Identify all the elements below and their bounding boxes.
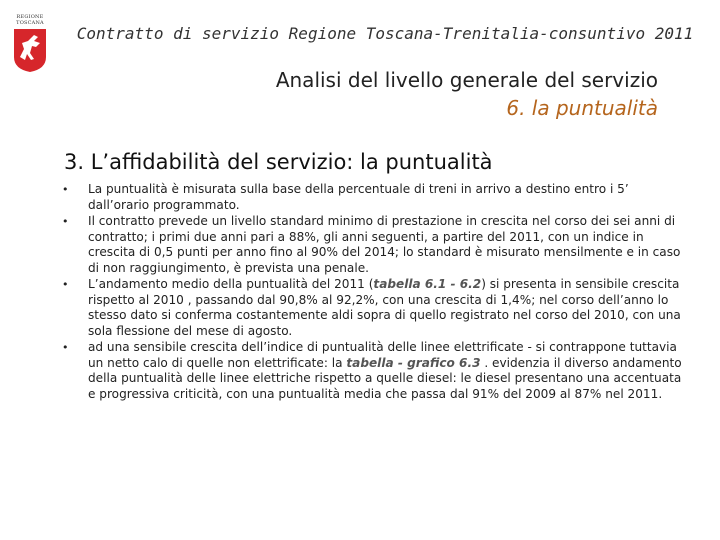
bullet-text: La puntualità è misurata sulla base della percentuale di treni in arrivo a destino entro i 5’ dall’orario programmato. xyxy=(88,182,629,212)
subtitle xyxy=(276,66,658,122)
bullet-text-post: ) si presenta in sensibile crescita rispetto al 2010 , passando dal 90,8% al 92,2%, con una crescita di 1,4%; nel corso dell’anno lo stesso dato si conferma costantemente aldi sopra di quello registrato nel corso del 2010, con una sola flessione del mese di agosto. xyxy=(88,277,681,338)
logo-line1: REGIONE xyxy=(16,14,44,20)
section-heading: 3. L’affidabilità del servizio: la puntualità xyxy=(64,150,493,174)
bullet-dot-icon: • xyxy=(62,341,69,354)
pegasus-shield-icon xyxy=(10,27,50,73)
bullet-text: Il contratto prevede un livello standard minimo di prestazione in crescita nel corso dei sei anni di contratto; i primi due anni pari a 88%, gli anni seguenti, a partire del 2011, con un indice in crescita di 0,5 punti per anno fino al 90% del 2014; lo standard è misurato mensilmente e in caso di non raggiungimento, è prevista una penale. xyxy=(88,214,681,275)
regione-toscana-logo xyxy=(10,14,50,72)
bullet-dot-icon: • xyxy=(62,183,69,196)
bullet-item xyxy=(62,277,686,339)
table-reference: tabella 6.1 - 6.2 xyxy=(373,277,482,291)
logo-line2: TOSCANA xyxy=(16,20,44,26)
bullet-item xyxy=(62,214,686,276)
bullet-dot-icon: • xyxy=(62,278,69,291)
bullet-list xyxy=(62,182,686,403)
subtitle-line1: Analisi del livello generale del servizio xyxy=(275,68,658,92)
bullet-dot-icon: • xyxy=(62,215,69,228)
bullet-item xyxy=(62,182,686,213)
bullet-text-pre: ad una sensibile crescita dell’indice di puntualità delle linee elettrificate - si contrappone tuttavia un netto calo di quelle non elettrificate: la xyxy=(88,340,677,370)
subtitle-line2: 6. la puntualità xyxy=(506,96,658,120)
table-reference: tabella - grafico 6.3 xyxy=(346,355,481,370)
header-title: Contratto di servizio Regione Toscana-Trenitalia-consuntivo 2011 xyxy=(76,24,694,43)
bullet-text-pre: L’andamento medio della puntualità del 2011 ( xyxy=(88,277,374,291)
bullet-text-post: . evidenzia il diverso andamento della puntualità delle linee elettriche rispetto a quelle diesel: le diesel presentano una accentuata e progressiva criticità, con una puntualità media che passa dal 91% del 2009 al 87% nel 2011. xyxy=(88,355,682,401)
bullet-item xyxy=(62,340,686,402)
